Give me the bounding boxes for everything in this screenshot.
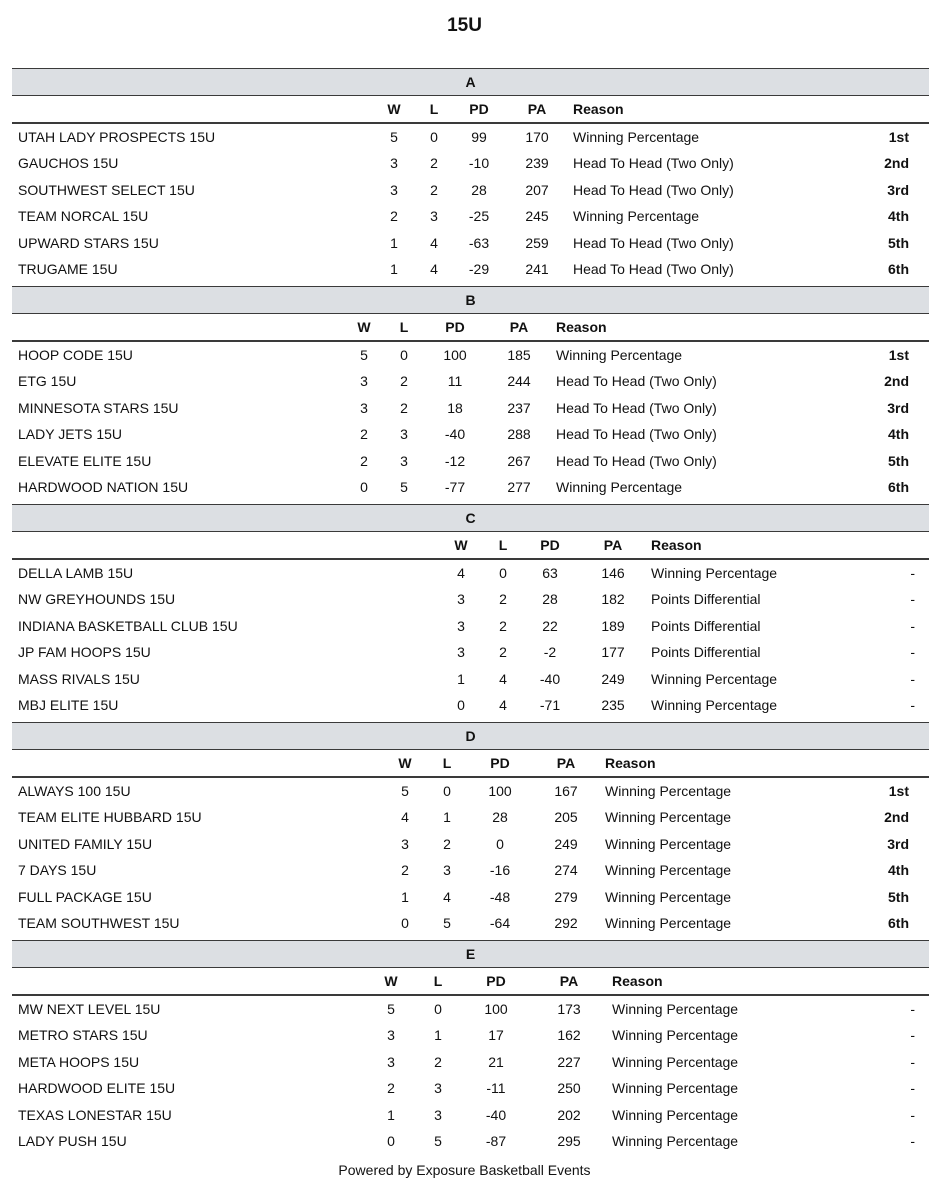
column-header-row bbox=[12, 968, 929, 996]
point-differential: -10 bbox=[468, 155, 490, 172]
wins: 1 bbox=[387, 1106, 395, 1123]
rank: - bbox=[910, 696, 915, 713]
rank: - bbox=[910, 617, 915, 634]
team-name: UPWARD STARS 15U bbox=[18, 234, 159, 251]
column-header-row bbox=[12, 96, 929, 124]
tiebreak-reason: Head To Head (Two Only) bbox=[556, 452, 717, 469]
team-name: SOUTHWEST SELECT 15U bbox=[18, 181, 195, 198]
tiebreak-reason: Winning Percentage bbox=[605, 914, 732, 931]
team-name: ELEVATE ELITE 15U bbox=[18, 452, 152, 469]
points-against: 185 bbox=[507, 347, 531, 363]
losses: 5 bbox=[443, 914, 451, 931]
tiebreak-reason: Points Differential bbox=[651, 591, 761, 608]
table-row bbox=[12, 884, 929, 910]
pool-c bbox=[12, 504, 929, 718]
rank: 6th bbox=[888, 260, 909, 277]
tiebreak-reason: Winning Percentage bbox=[651, 670, 778, 687]
wins: 5 bbox=[390, 129, 398, 145]
points-against: 279 bbox=[554, 888, 578, 905]
wins: 0 bbox=[387, 1132, 395, 1149]
table-row bbox=[12, 778, 929, 804]
table-row bbox=[12, 831, 929, 857]
losses: 0 bbox=[443, 783, 451, 799]
footer-credit: Powered by Exposure Basketball Events bbox=[338, 1162, 591, 1178]
losses: 2 bbox=[499, 617, 507, 634]
table-row bbox=[12, 1102, 929, 1128]
rank: 2nd bbox=[884, 155, 909, 172]
losses: 2 bbox=[430, 181, 438, 198]
pool-header: D bbox=[12, 722, 929, 750]
tiebreak-reason: Head To Head (Two Only) bbox=[556, 426, 717, 443]
rank: 6th bbox=[888, 478, 909, 495]
rank: - bbox=[910, 591, 915, 608]
losses: 2 bbox=[443, 835, 451, 852]
rank: 5th bbox=[888, 452, 909, 469]
tiebreak-reason: Winning Percentage bbox=[605, 783, 732, 799]
losses: 2 bbox=[499, 591, 507, 608]
wins: 1 bbox=[390, 260, 398, 277]
point-differential: 28 bbox=[492, 809, 508, 826]
rank: 2nd bbox=[884, 373, 909, 390]
wins: 3 bbox=[387, 1053, 395, 1070]
table-row bbox=[12, 1022, 929, 1048]
losses: 4 bbox=[430, 234, 438, 251]
rank: - bbox=[910, 1001, 915, 1017]
pool-b bbox=[12, 286, 929, 500]
points-against: 177 bbox=[601, 644, 625, 661]
losses: 2 bbox=[400, 399, 408, 416]
table-row bbox=[12, 256, 929, 282]
points-against: 173 bbox=[557, 1001, 581, 1017]
col-header-l: L bbox=[399, 319, 409, 335]
table-row bbox=[12, 857, 929, 883]
points-against: 170 bbox=[525, 129, 549, 145]
tiebreak-reason: Winning Percentage bbox=[573, 208, 700, 225]
table-row bbox=[12, 421, 929, 447]
wins: 5 bbox=[401, 783, 409, 799]
wins: 3 bbox=[457, 617, 465, 634]
rank: - bbox=[910, 565, 915, 581]
wins: 3 bbox=[360, 373, 368, 390]
rank: - bbox=[910, 1053, 915, 1070]
rank: 6th bbox=[888, 914, 909, 931]
tiebreak-reason: Winning Percentage bbox=[612, 1080, 739, 1097]
point-differential: -29 bbox=[468, 260, 490, 277]
team-name: NW GREYHOUNDS 15U bbox=[18, 591, 176, 608]
rank: - bbox=[910, 644, 915, 661]
rank: - bbox=[910, 1106, 915, 1123]
losses: 3 bbox=[443, 862, 451, 879]
losses: 3 bbox=[400, 426, 408, 443]
team-name: MBJ ELITE 15U bbox=[18, 696, 119, 713]
col-header-reason: Reason bbox=[612, 973, 663, 989]
team-name: TEXAS LONESTAR 15U bbox=[18, 1106, 172, 1123]
table-row bbox=[12, 1049, 929, 1075]
pool-header: A bbox=[12, 68, 929, 96]
table-row bbox=[12, 804, 929, 830]
rank: 5th bbox=[888, 888, 909, 905]
losses: 0 bbox=[400, 347, 408, 363]
losses: 3 bbox=[434, 1106, 442, 1123]
team-name: HOOP CODE 15U bbox=[18, 347, 133, 363]
points-against: 162 bbox=[557, 1027, 581, 1044]
col-header-l: L bbox=[442, 755, 452, 771]
point-differential: -16 bbox=[489, 862, 511, 879]
rank: 3rd bbox=[887, 181, 909, 198]
table-row bbox=[12, 560, 929, 586]
points-against: 267 bbox=[507, 452, 531, 469]
team-name: DELLA LAMB 15U bbox=[18, 565, 134, 581]
points-against: 244 bbox=[507, 373, 531, 390]
rank: 3rd bbox=[887, 835, 909, 852]
tiebreak-reason: Head To Head (Two Only) bbox=[573, 181, 734, 198]
tiebreak-reason: Winning Percentage bbox=[612, 1001, 739, 1017]
losses: 4 bbox=[430, 260, 438, 277]
tiebreak-reason: Winning Percentage bbox=[605, 888, 732, 905]
tiebreak-reason: Winning Percentage bbox=[612, 1106, 739, 1123]
point-differential: -11 bbox=[486, 1080, 506, 1097]
col-header-reason: Reason bbox=[605, 755, 656, 771]
point-differential: 100 bbox=[443, 347, 467, 363]
col-header-l: L bbox=[433, 973, 443, 989]
losses: 3 bbox=[400, 452, 408, 469]
col-header-pa: PA bbox=[527, 101, 547, 117]
tiebreak-reason: Winning Percentage bbox=[556, 347, 683, 363]
table-row bbox=[12, 639, 929, 665]
table-row bbox=[12, 1128, 929, 1154]
team-name: FULL PACKAGE 15U bbox=[18, 888, 152, 905]
point-differential: -40 bbox=[444, 426, 466, 443]
points-against: 182 bbox=[601, 591, 625, 608]
rank: 5th bbox=[888, 234, 909, 251]
col-header-pa: PA bbox=[559, 973, 579, 989]
point-differential: -25 bbox=[468, 208, 490, 225]
col-header-w: W bbox=[398, 755, 412, 771]
wins: 2 bbox=[401, 862, 409, 879]
points-against: 295 bbox=[557, 1132, 581, 1149]
wins: 4 bbox=[457, 565, 465, 581]
col-header-reason: Reason bbox=[556, 319, 607, 335]
point-differential: 100 bbox=[488, 783, 512, 799]
points-against: 288 bbox=[507, 426, 531, 443]
table-row bbox=[12, 203, 929, 229]
wins: 4 bbox=[401, 809, 409, 826]
team-name: ETG 15U bbox=[18, 373, 77, 390]
team-name: LADY PUSH 15U bbox=[18, 1132, 127, 1149]
wins: 0 bbox=[457, 696, 465, 713]
rank: - bbox=[910, 1080, 915, 1097]
tiebreak-reason: Winning Percentage bbox=[605, 835, 732, 852]
team-name: TEAM NORCAL 15U bbox=[18, 208, 149, 225]
points-against: 167 bbox=[554, 783, 578, 799]
losses: 1 bbox=[443, 809, 451, 826]
wins: 3 bbox=[390, 181, 398, 198]
wins: 3 bbox=[390, 155, 398, 172]
team-name: LADY JETS 15U bbox=[18, 426, 123, 443]
losses: 0 bbox=[430, 129, 438, 145]
wins: 0 bbox=[401, 914, 409, 931]
team-name: HARDWOOD ELITE 15U bbox=[18, 1080, 176, 1097]
table-row bbox=[12, 368, 929, 394]
points-against: 241 bbox=[525, 260, 549, 277]
tiebreak-reason: Winning Percentage bbox=[605, 862, 732, 879]
tiebreak-reason: Points Differential bbox=[651, 644, 761, 661]
rank: 3rd bbox=[887, 399, 909, 416]
points-against: 249 bbox=[554, 835, 578, 852]
rank: - bbox=[910, 670, 915, 687]
col-header-l: L bbox=[429, 101, 439, 117]
team-name: MINNESOTA STARS 15U bbox=[18, 399, 179, 416]
tiebreak-reason: Winning Percentage bbox=[573, 129, 700, 145]
point-differential: -64 bbox=[489, 914, 511, 931]
losses: 2 bbox=[499, 644, 507, 661]
losses: 4 bbox=[499, 670, 507, 687]
losses: 3 bbox=[434, 1080, 442, 1097]
team-name: JP FAM HOOPS 15U bbox=[18, 644, 151, 661]
team-name: UNITED FAMILY 15U bbox=[18, 835, 153, 852]
team-name: MASS RIVALS 15U bbox=[18, 670, 140, 687]
col-header-pa: PA bbox=[603, 537, 623, 553]
point-differential: 21 bbox=[488, 1053, 504, 1070]
col-header-pd: PD bbox=[540, 537, 560, 553]
tiebreak-reason: Head To Head (Two Only) bbox=[556, 373, 717, 390]
point-differential: -40 bbox=[485, 1106, 507, 1123]
point-differential: -87 bbox=[485, 1132, 507, 1149]
losses: 4 bbox=[499, 696, 507, 713]
wins: 1 bbox=[457, 670, 465, 687]
point-differential: 17 bbox=[488, 1027, 504, 1044]
col-header-w: W bbox=[454, 537, 468, 553]
point-differential: 28 bbox=[471, 181, 487, 198]
point-differential: -77 bbox=[444, 478, 466, 495]
losses: 5 bbox=[434, 1132, 442, 1149]
team-name: TRUGAME 15U bbox=[18, 260, 118, 277]
point-differential: 22 bbox=[542, 617, 558, 634]
points-against: 146 bbox=[601, 565, 625, 581]
team-name: 7 DAYS 15U bbox=[18, 862, 97, 879]
col-header-w: W bbox=[387, 101, 401, 117]
rank: 4th bbox=[888, 426, 909, 443]
team-name: META HOOPS 15U bbox=[18, 1053, 140, 1070]
point-differential: 0 bbox=[496, 835, 504, 852]
rank: - bbox=[910, 1132, 915, 1149]
rank: 1st bbox=[888, 783, 909, 799]
points-against: 277 bbox=[507, 478, 531, 495]
tiebreak-reason: Winning Percentage bbox=[651, 696, 778, 713]
wins: 3 bbox=[387, 1027, 395, 1044]
tiebreak-reason: Head To Head (Two Only) bbox=[573, 155, 734, 172]
rank: 2nd bbox=[884, 809, 909, 826]
point-differential: 100 bbox=[484, 1001, 508, 1017]
table-row bbox=[12, 910, 929, 936]
wins: 1 bbox=[390, 234, 398, 251]
losses: 2 bbox=[400, 373, 408, 390]
points-against: 189 bbox=[601, 617, 625, 634]
point-differential: -40 bbox=[539, 670, 561, 687]
pool-header: E bbox=[12, 940, 929, 968]
points-against: 227 bbox=[557, 1053, 581, 1070]
tiebreak-reason: Head To Head (Two Only) bbox=[573, 260, 734, 277]
losses: 0 bbox=[434, 1001, 442, 1017]
tiebreak-reason: Head To Head (Two Only) bbox=[556, 399, 717, 416]
point-differential: -48 bbox=[489, 888, 511, 905]
wins: 2 bbox=[360, 426, 368, 443]
col-header-reason: Reason bbox=[573, 101, 624, 117]
point-differential: -71 bbox=[539, 696, 561, 713]
wins: 1 bbox=[401, 888, 409, 905]
table-row bbox=[12, 996, 929, 1022]
points-against: 259 bbox=[525, 234, 549, 251]
wins: 3 bbox=[457, 591, 465, 608]
table-row bbox=[12, 448, 929, 474]
pool-d bbox=[12, 722, 929, 936]
points-against: 235 bbox=[601, 696, 625, 713]
rank: - bbox=[910, 1027, 915, 1044]
table-row bbox=[12, 1075, 929, 1101]
tiebreak-reason: Winning Percentage bbox=[612, 1027, 739, 1044]
col-header-reason: Reason bbox=[651, 537, 702, 553]
point-differential: 11 bbox=[447, 373, 463, 390]
tiebreak-reason: Winning Percentage bbox=[612, 1132, 739, 1149]
tiebreak-reason: Winning Percentage bbox=[651, 565, 778, 581]
point-differential: 63 bbox=[542, 565, 558, 581]
col-header-w: W bbox=[384, 973, 398, 989]
column-header-row bbox=[12, 314, 929, 342]
points-against: 237 bbox=[507, 399, 531, 416]
table-row bbox=[12, 342, 929, 368]
points-against: 274 bbox=[554, 862, 578, 879]
team-name: HARDWOOD NATION 15U bbox=[18, 478, 189, 495]
team-name: UTAH LADY PROSPECTS 15U bbox=[18, 129, 216, 145]
team-name: TEAM ELITE HUBBARD 15U bbox=[18, 809, 202, 826]
col-header-l: L bbox=[498, 537, 508, 553]
losses: 5 bbox=[400, 478, 408, 495]
wins: 2 bbox=[390, 208, 398, 225]
pool-e bbox=[12, 940, 929, 1154]
table-row bbox=[12, 395, 929, 421]
col-header-pd: PD bbox=[490, 755, 510, 771]
point-differential: 99 bbox=[471, 129, 487, 145]
losses: 2 bbox=[430, 155, 438, 172]
losses: 3 bbox=[430, 208, 438, 225]
points-against: 250 bbox=[557, 1080, 581, 1097]
team-name: ALWAYS 100 15U bbox=[18, 783, 131, 799]
table-row bbox=[12, 177, 929, 203]
table-row bbox=[12, 150, 929, 176]
tiebreak-reason: Head To Head (Two Only) bbox=[573, 234, 734, 251]
table-row bbox=[12, 124, 929, 150]
tiebreak-reason: Winning Percentage bbox=[612, 1053, 739, 1070]
table-row bbox=[12, 692, 929, 718]
table-row bbox=[12, 586, 929, 612]
point-differential: -12 bbox=[444, 452, 466, 469]
wins: 5 bbox=[360, 347, 368, 363]
tiebreak-reason: Winning Percentage bbox=[605, 809, 732, 826]
wins: 0 bbox=[360, 478, 368, 495]
wins: 3 bbox=[360, 399, 368, 416]
losses: 2 bbox=[434, 1053, 442, 1070]
points-against: 292 bbox=[554, 914, 578, 931]
pool-header: C bbox=[12, 504, 929, 532]
points-against: 239 bbox=[525, 155, 549, 172]
page-title: 15U bbox=[447, 15, 482, 36]
points-against: 205 bbox=[554, 809, 578, 826]
pool-header: B bbox=[12, 286, 929, 314]
table-row bbox=[12, 474, 929, 500]
losses: 1 bbox=[434, 1027, 442, 1044]
tiebreak-reason: Points Differential bbox=[651, 617, 761, 634]
points-against: 249 bbox=[601, 670, 625, 687]
losses: 4 bbox=[443, 888, 451, 905]
rank: 4th bbox=[888, 862, 909, 879]
wins: 5 bbox=[387, 1001, 395, 1017]
team-name: GAUCHOS 15U bbox=[18, 155, 119, 172]
team-name: METRO STARS 15U bbox=[18, 1027, 148, 1044]
points-against: 207 bbox=[525, 181, 549, 198]
col-header-w: W bbox=[357, 319, 371, 335]
losses: 0 bbox=[499, 565, 507, 581]
tiebreak-reason: Winning Percentage bbox=[556, 478, 683, 495]
wins: 3 bbox=[457, 644, 465, 661]
team-name: TEAM SOUTHWEST 15U bbox=[18, 914, 180, 931]
point-differential: -2 bbox=[543, 644, 557, 661]
table-row bbox=[12, 230, 929, 256]
rank: 4th bbox=[888, 208, 909, 225]
table-row bbox=[12, 613, 929, 639]
column-header-row bbox=[12, 750, 929, 778]
wins: 3 bbox=[401, 835, 409, 852]
team-name: MW NEXT LEVEL 15U bbox=[18, 1001, 161, 1017]
col-header-pa: PA bbox=[556, 755, 576, 771]
column-header-row bbox=[12, 532, 929, 560]
pool-a bbox=[12, 68, 929, 282]
wins: 2 bbox=[360, 452, 368, 469]
rank: 1st bbox=[888, 129, 909, 145]
point-differential: 18 bbox=[447, 399, 463, 416]
col-header-pd: PD bbox=[445, 319, 465, 335]
points-against: 245 bbox=[525, 208, 549, 225]
rank: 1st bbox=[888, 347, 909, 363]
point-differential: -63 bbox=[468, 234, 490, 251]
team-name: INDIANA BASKETBALL CLUB 15U bbox=[18, 617, 238, 634]
col-header-pd: PD bbox=[486, 973, 506, 989]
wins: 2 bbox=[387, 1080, 395, 1097]
point-differential: 28 bbox=[542, 591, 558, 608]
table-row bbox=[12, 666, 929, 692]
col-header-pa: PA bbox=[509, 319, 529, 335]
col-header-pd: PD bbox=[469, 101, 489, 117]
points-against: 202 bbox=[557, 1106, 581, 1123]
